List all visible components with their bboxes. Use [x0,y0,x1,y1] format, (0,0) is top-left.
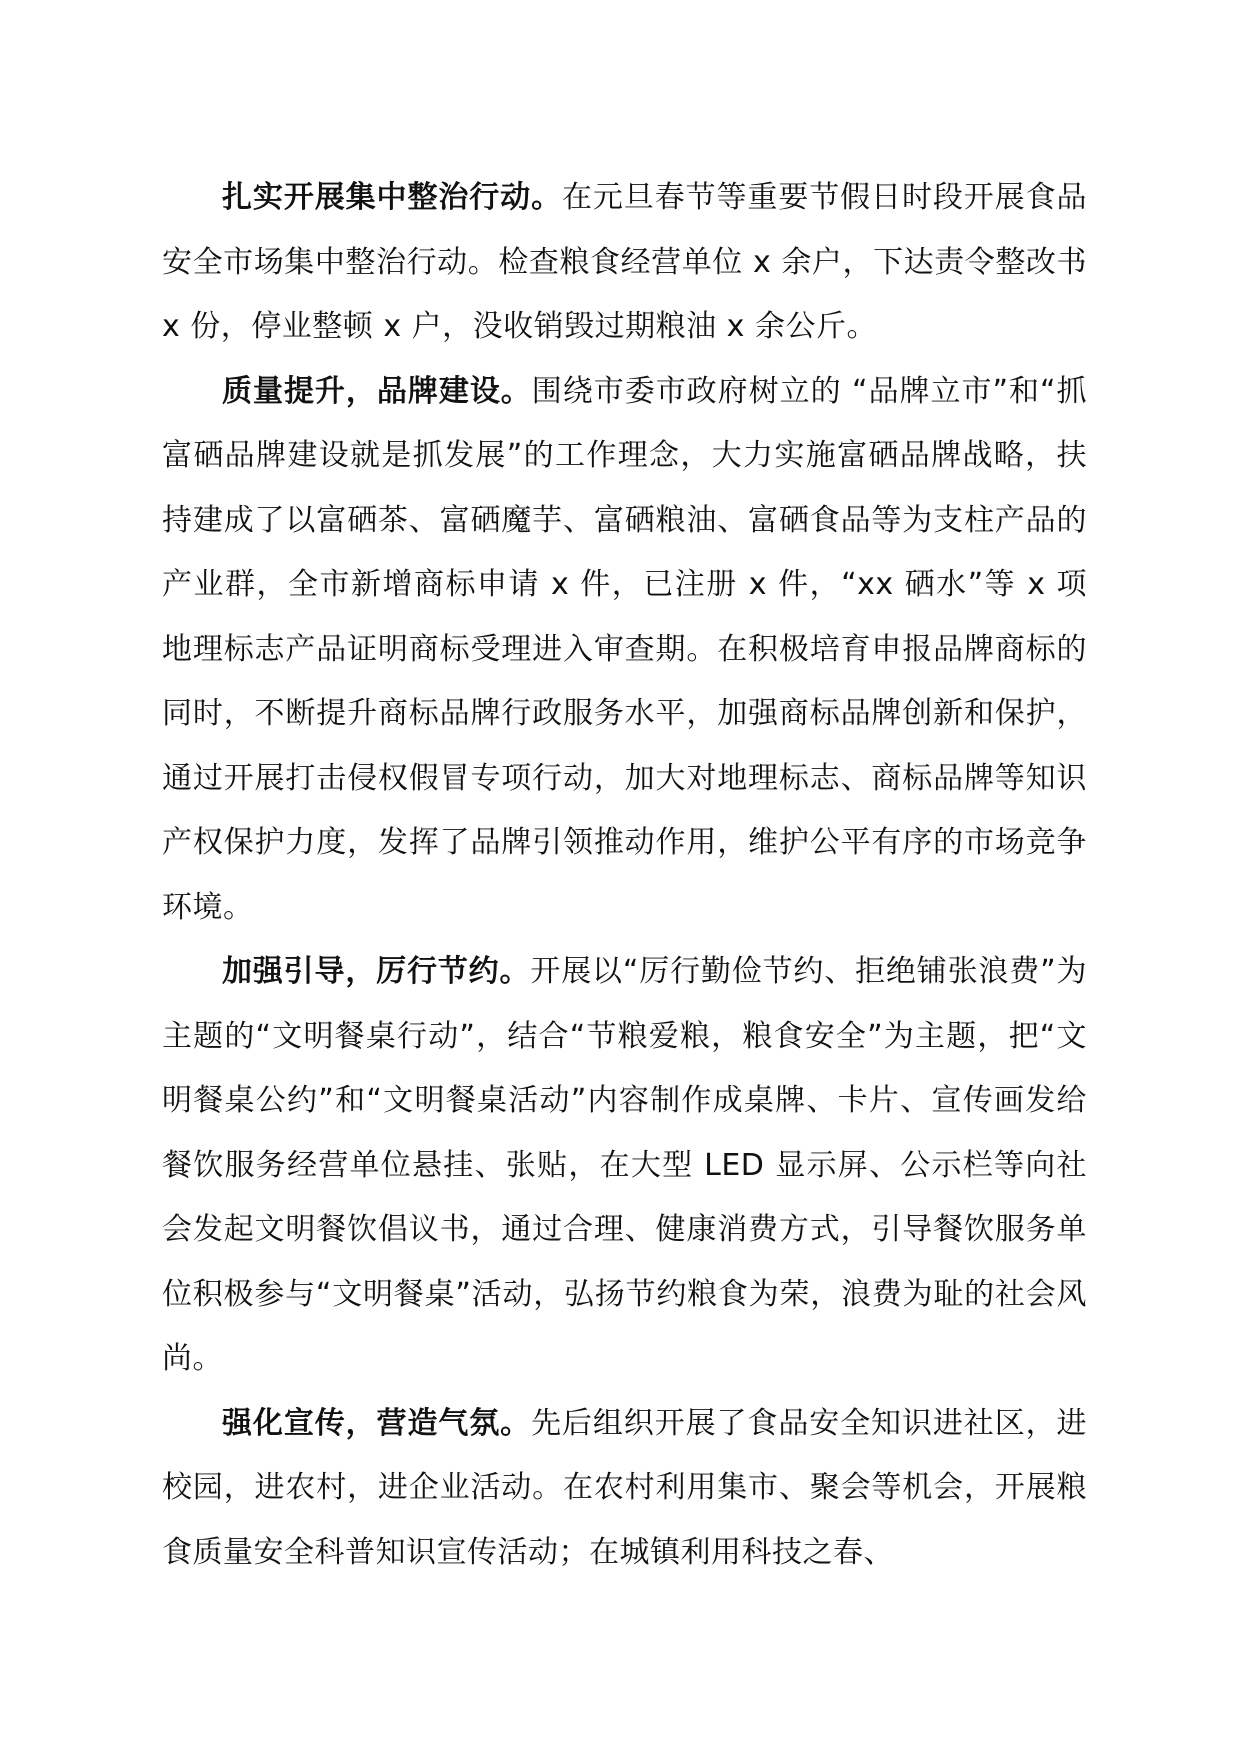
paragraph-heading: 加强引导，厉行节约。 [222,954,531,989]
paragraph-text: 围绕市委市政府树立的 “品牌立市”和“抓富硒品牌建设就是抓发展”的工作理念，大力实施富硒品牌战略，扶持建成了以富硒茶、富硒魔芋、富硒粮油、富硒食品等为支柱产品的产业群，全市新增商标申请 x 件，已注册 x 件，“xx 硒水”等 x 项地理标志产品证明商标受理进入审查期。在积极培育申报品牌商标的同时，不断提升商标品牌行政服务水平，加强商标品牌创新和保护，通过开展打击侵权假冒专项行动，加大对地理标志、商标品牌等知识产权保护力度，发挥了品牌引领推动作用，维护公平有序的市场竞争环境。 [162,373,1088,925]
paragraph-thrift-guidance [162,940,1087,1392]
paragraph-text: 先后组织开展了食品安全知识进社区，进校园，进农村，进企业活动。在农村利用集市、聚会等机会，开展粮食质量安全科普知识宣传活动；在城镇利用科技之春、 [162,1405,1088,1570]
paragraph-heading: 质量提升，品牌建设。 [222,373,532,409]
paragraph-text: 开展以“厉行勤俭节约、拒绝铺张浪费”为主题的“文明餐桌行动”，结合“节粮爱粮，粮食安全”为主题，把“文明餐桌公约”和“文明餐桌活动”内容制作成桌牌、卡片、宣传画发给餐饮服务经营单位悬挂、张贴，在大型 LED 显示屏、公示栏等向社会发起文明餐饮倡议书，通过合理、健康消费方式，引导餐饮服务单位积极参与“文明餐桌”活动，弘扬节约粮食为荣，浪费为耻的社会风尚。 [162,954,1087,1376]
paragraph-brand-building [162,360,1087,941]
paragraph-publicity [162,1392,1087,1586]
paragraph-heading: 强化宣传，营造气氛。 [222,1405,532,1441]
paragraph-text: 在元旦春节等重要节假日时段开展食品安全市场集中整治行动。检查粮食经营单位 x 余户，下达责令整改书 x 份，停业整顿 x 户，没收销毁过期粮油 x 余公斤。 [162,180,1088,344]
paragraph-heading: 扎实开展集中整治行动。 [222,180,562,215]
paragraph-concentrated-rectification [162,166,1087,360]
document-body [162,166,1087,1585]
